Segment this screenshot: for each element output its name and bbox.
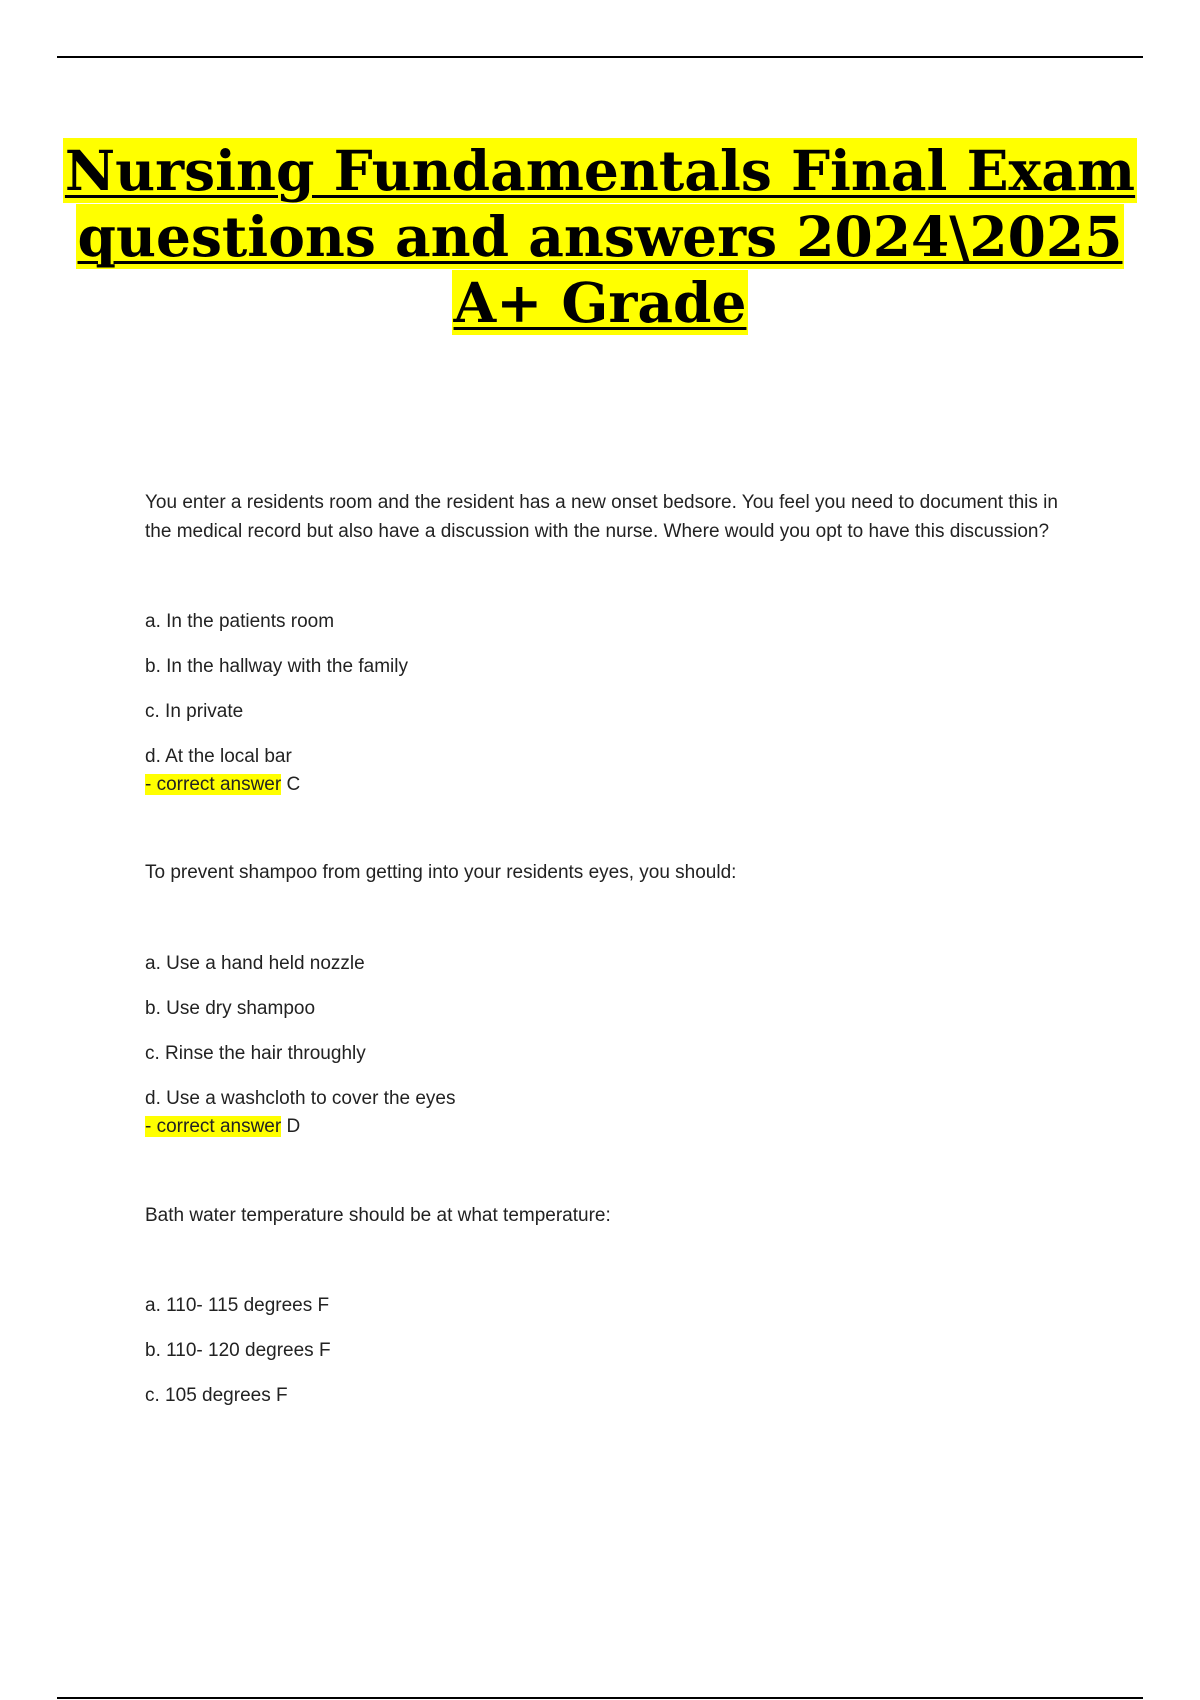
correct-answer — [145, 771, 1075, 799]
question-block — [145, 1201, 1075, 1426]
option-item: c. Rinse the hair throughly — [145, 1043, 366, 1064]
option-item: b. 110- 120 degrees F — [145, 1340, 331, 1361]
answer-value: D — [286, 1116, 301, 1137]
option-item: d. At the local bar — [145, 746, 292, 767]
option-item: a. 110- 115 degrees F — [145, 1295, 330, 1316]
option-list — [145, 949, 1075, 1113]
document-title — [0, 138, 1200, 336]
option-item: b. Use dry shampoo — [145, 998, 316, 1019]
option-item: c. In private — [145, 701, 244, 722]
option-item: a. Use a hand held nozzle — [145, 953, 365, 974]
document-body — [145, 488, 1075, 1426]
option-item: d. Use a washcloth to cover the eyes — [145, 1088, 456, 1109]
option-item: b. In the hallway with the family — [145, 656, 408, 677]
option-list — [145, 607, 1075, 771]
top-rule — [57, 56, 1143, 58]
question-text: You enter a residents room and the resident has a new onset bedsore. You feel you need to document this in the medical record but also have a discussion with the nurse. Where would you opt to have this discussion? — [145, 492, 1058, 542]
question-block — [145, 488, 1075, 799]
bottom-rule — [57, 1697, 1143, 1699]
answer-label: - correct answer — [145, 774, 282, 795]
question-text: Bath water temperature should be at what temperature: — [145, 1205, 611, 1226]
option-list — [145, 1291, 1075, 1426]
option-item: c. 105 degrees F — [145, 1385, 288, 1406]
answer-value: C — [286, 774, 301, 795]
title-line-1: Nursing Fundamentals Final Exam — [64, 138, 1136, 203]
correct-answer — [145, 1113, 1075, 1141]
question-block — [145, 858, 1075, 1141]
answer-label: - correct answer — [145, 1116, 282, 1137]
option-item: a. In the patients room — [145, 611, 335, 632]
title-line-3: A+ Grade — [453, 270, 747, 335]
question-text: To prevent shampoo from getting into your residents eyes, you should: — [145, 862, 737, 883]
title-line-2: questions and answers 2024\2025 — [77, 204, 1123, 269]
